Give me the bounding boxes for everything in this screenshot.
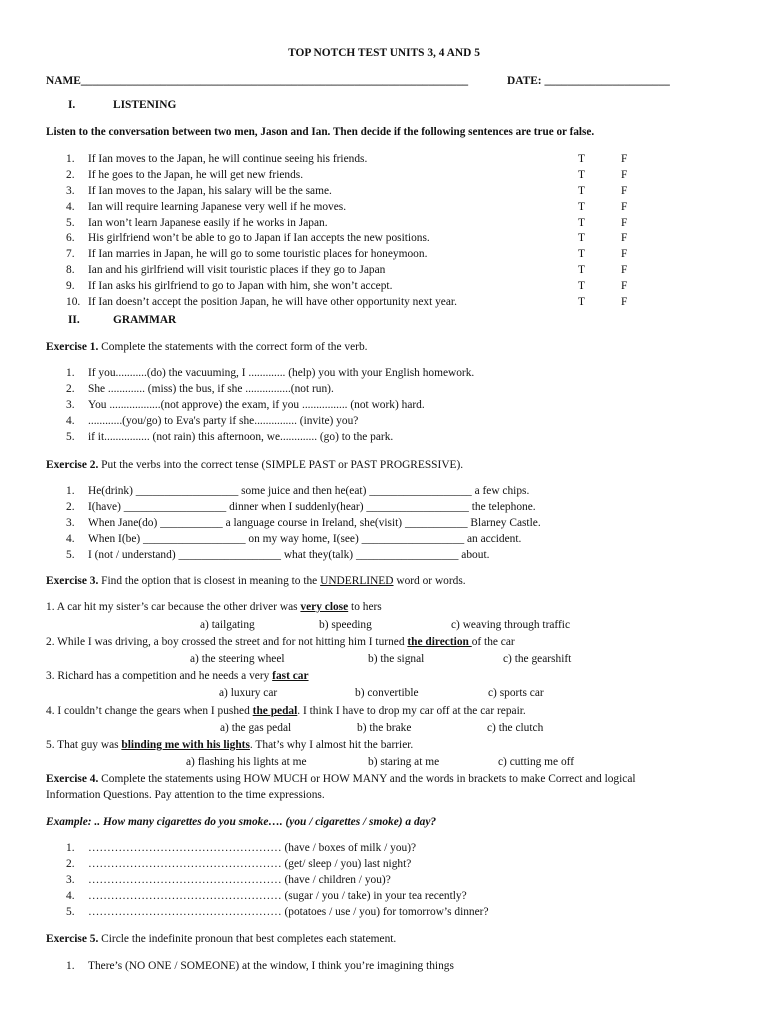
list-item: 1. …………………………………………… (have / boxes of milk / you)? bbox=[66, 842, 417, 854]
answer-option[interactable]: b) the signal bbox=[368, 653, 425, 665]
exercise-5-instruction: Exercise 5. Circle the indefinite pronoun that best completes each statement. bbox=[46, 933, 397, 945]
answer-option[interactable]: c) cutting me off bbox=[498, 756, 575, 768]
name-label: NAME bbox=[46, 75, 81, 87]
false-option[interactable]: F bbox=[621, 153, 628, 165]
page-title: TOP NOTCH TEST UNITS 3, 4 AND 5 bbox=[288, 47, 480, 59]
exercise-1-label: Exercise 1. bbox=[46, 341, 99, 353]
false-option[interactable]: F bbox=[621, 296, 628, 309]
exercise-2-instruction: Exercise 2. Put the verbs into the correct tense (SIMPLE PAST or PAST PROGRESSIVE). bbox=[46, 459, 464, 471]
exercise-2-label: Exercise 2. bbox=[46, 459, 99, 471]
false-option[interactable]: F bbox=[621, 200, 628, 213]
date-line bbox=[507, 75, 670, 87]
false-option[interactable]: F bbox=[621, 216, 628, 229]
section-2-numeral: II. bbox=[68, 314, 80, 326]
exercise-3-instruction: Exercise 3. Find the option that is closest in meaning to the UNDERLINED word or words. bbox=[46, 575, 466, 587]
list-item: 1. If you...........(do) the vacuuming, I ............. (help) you with your English homework. bbox=[66, 367, 475, 379]
false-option[interactable]: F bbox=[621, 232, 628, 245]
true-option[interactable]: T bbox=[578, 153, 585, 165]
false-option[interactable]: F bbox=[621, 184, 628, 197]
exercise-4-label: Exercise 4. bbox=[46, 773, 99, 785]
list-item: 4. When I(be) __________________ on my way home, I(see) __________________ an accident. bbox=[66, 532, 522, 545]
true-option[interactable]: T bbox=[578, 248, 585, 261]
false-option[interactable]: F bbox=[621, 264, 628, 277]
exercise-4-example: Example: .. How many cigarettes do you smoke…. (you / cigarettes / smoke) a day? bbox=[46, 816, 437, 828]
true-option[interactable]: T bbox=[578, 264, 585, 277]
list-item: 3. You ..................(not approve) the exam, if you ................ (not work) hard. bbox=[66, 398, 425, 411]
answer-option[interactable]: c) the gearshift bbox=[503, 653, 572, 665]
answer-option[interactable]: a) the steering wheel bbox=[190, 653, 285, 665]
true-option[interactable]: T bbox=[578, 280, 585, 293]
list-item: 2. If he goes to the Japan, he will get new friends. T F bbox=[66, 168, 716, 184]
list-item: 1. He(drink) __________________ some juice and then he(eat) __________________ a few chips. bbox=[66, 485, 530, 497]
list-item: 5. Ian won’t learn Japanese easily if he works in Japan. T F bbox=[66, 216, 716, 232]
section-1-heading bbox=[68, 99, 75, 111]
list-item: 4. Ian will require learning Japanese very well if he moves. T F bbox=[66, 200, 716, 216]
list-item: 5. I (not / understand) __________________ what they(talk) __________________ about. bbox=[66, 548, 490, 561]
exercise-1-instruction: Exercise 1. Complete the statements with the correct form of the verb. bbox=[46, 341, 368, 353]
answer-option[interactable]: b) the brake bbox=[357, 722, 412, 734]
answer-option[interactable]: c) sports car bbox=[488, 687, 544, 699]
name-line bbox=[46, 75, 468, 87]
exercise-5-label: Exercise 5. bbox=[46, 933, 99, 945]
exercise-3-question-3: 3. Richard has a competition and he needs a very fast car bbox=[46, 670, 309, 682]
list-item: 3. When Jane(do) ___________ a language course in Ireland, she(visit) ___________ Blarney Castle. bbox=[66, 516, 541, 529]
answer-option[interactable]: a) tailgating bbox=[200, 619, 255, 631]
true-option[interactable]: T bbox=[578, 184, 585, 197]
list-item: 4. …………………………………………… (sugar / you / take) in your tea recently? bbox=[66, 889, 467, 902]
listening-list bbox=[66, 152, 716, 311]
list-item: 9. If Ian asks his girlfriend to go to Japan with him, she won’t accept. T F bbox=[66, 279, 716, 295]
true-option[interactable]: T bbox=[578, 216, 585, 229]
list-item: 1. There’s (NO ONE / SOMEONE) at the window, I think you’re imagining things bbox=[66, 960, 454, 972]
answer-option[interactable]: c) the clutch bbox=[487, 722, 544, 734]
date-label: DATE: bbox=[507, 75, 542, 87]
exercise-5-list bbox=[66, 959, 454, 975]
list-item: 3. …………………………………………… (have / children / you)? bbox=[66, 873, 391, 886]
answer-option[interactable]: c) weaving through traffic bbox=[451, 619, 571, 631]
exercise-3-question-5: 5. That guy was blinding me with his lights. That’s why I almost hit the barrier. bbox=[46, 739, 414, 751]
list-item: 4. ............(you/go) to Eva's party if she............... (invite) you? bbox=[66, 414, 359, 427]
name-blank: ____________________________________________________________________ bbox=[80, 75, 469, 87]
true-option[interactable]: T bbox=[578, 168, 585, 181]
answer-option[interactable]: a) luxury car bbox=[219, 687, 278, 699]
list-item: 5. …………………………………………… (potatoes / use / you) for tomorrow’s dinner? bbox=[66, 905, 489, 918]
list-item: 5. if it................ (not rain) this afternoon, we............. (go) to the park. bbox=[66, 430, 394, 443]
exercise-3-question-4: 4. I couldn’t change the gears when I pushed the pedal. I think I have to drop my car off at the car repair. bbox=[46, 705, 526, 717]
answer-option[interactable]: a) the gas pedal bbox=[220, 722, 292, 734]
list-item: 2. I(have) __________________ dinner when I suddenly(hear) __________________ the telephone. bbox=[66, 500, 536, 513]
exercise-4-list bbox=[66, 841, 489, 920]
false-option[interactable]: F bbox=[621, 248, 628, 261]
exercise-2-list bbox=[66, 484, 541, 563]
section-1-numeral: I. bbox=[68, 99, 76, 111]
false-option[interactable]: F bbox=[621, 280, 628, 293]
exercise-3-label: Exercise 3. bbox=[46, 575, 99, 587]
exercise-4-instruction-line-2: Information Questions. Pay attention to the time expressions. bbox=[46, 789, 325, 801]
answer-option[interactable]: b) convertible bbox=[355, 687, 419, 699]
exercise-3-question-2: 2. While I was driving, a boy crossed the street and for not hitting him I turned the direction of the car bbox=[46, 636, 515, 648]
list-item: 1. If Ian moves to the Japan, he will continue seeing his friends. T F bbox=[66, 152, 716, 168]
list-item: 8. Ian and his girlfriend will visit touristic places if they go to Japan T F bbox=[66, 263, 716, 279]
true-option[interactable]: T bbox=[578, 232, 585, 245]
date-blank: ______________________ bbox=[544, 75, 670, 87]
list-item: 3. If Ian moves to the Japan, his salary will be the same. T F bbox=[66, 184, 716, 200]
true-option[interactable]: T bbox=[578, 296, 585, 309]
exercise-4-instruction: Exercise 4. Complete the statements using HOW MUCH or HOW MANY and the words in brackets to make Correct and logical bbox=[46, 773, 636, 785]
list-item: 2. She ............. (miss) the bus, if she ................(not run). bbox=[66, 382, 334, 395]
section-2-title: GRAMMAR bbox=[113, 314, 177, 326]
exercise-3-question-1: 1. A car hit my sister’s car because the other driver was very close to hers bbox=[46, 601, 382, 613]
list-item: 7. If Ian marries in Japan, he will go to some touristic places for honeymoon. T F bbox=[66, 247, 716, 263]
true-option[interactable]: T bbox=[578, 200, 585, 213]
list-item: 2. …………………………………………… (get/ sleep / you) last night? bbox=[66, 857, 412, 870]
answer-option[interactable]: b) staring at me bbox=[368, 756, 440, 768]
list-item: 10. If Ian doesn’t accept the position Japan, he will have other opportunity next year. T F bbox=[66, 295, 716, 311]
answer-option[interactable]: b) speeding bbox=[319, 619, 372, 631]
listening-instruction: Listen to the conversation between two men, Jason and Ian. Then decide if the following sentences are true or false. bbox=[46, 126, 595, 138]
section-1-title: LISTENING bbox=[113, 99, 177, 111]
answer-option[interactable]: a) flashing his lights at me bbox=[186, 756, 307, 768]
list-item: 6. His girlfriend won’t be able to go to Japan if Ian accepts the new positions. T F bbox=[66, 231, 716, 247]
exercise-1-list bbox=[66, 366, 474, 445]
false-option[interactable]: F bbox=[621, 168, 628, 181]
